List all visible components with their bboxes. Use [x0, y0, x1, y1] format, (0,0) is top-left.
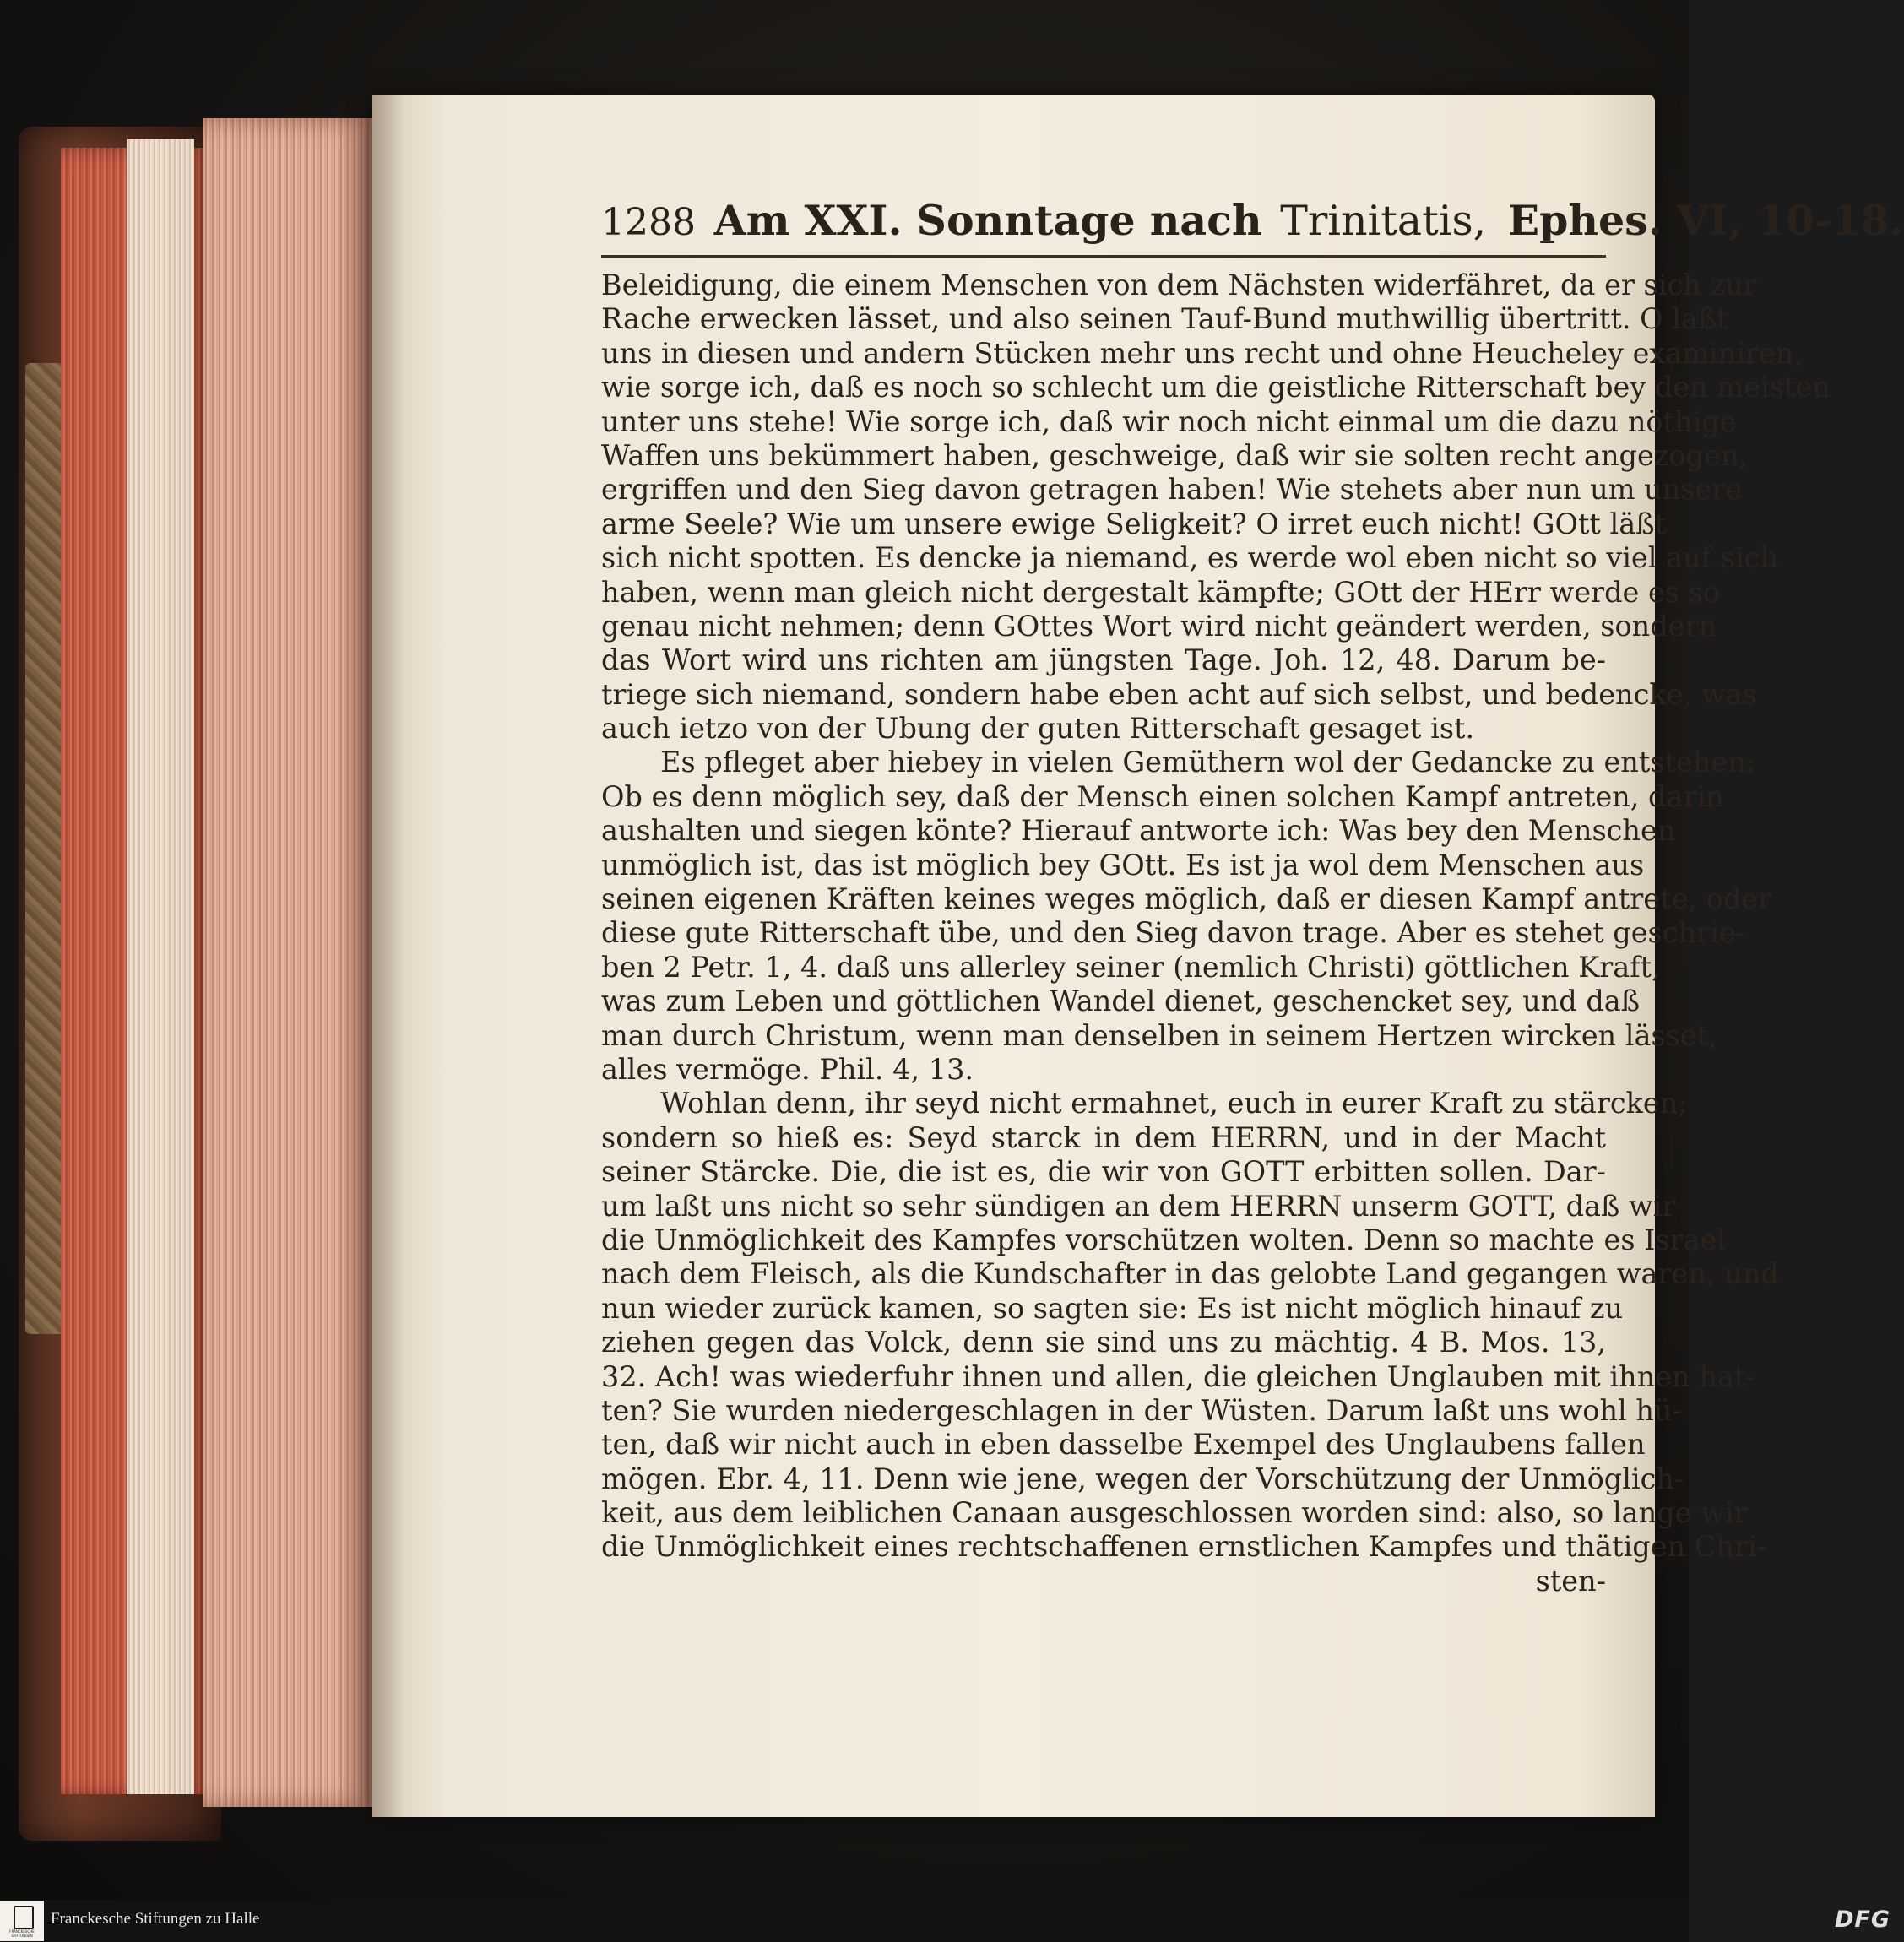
text-line: sondern so hieß es: Seyd starck in dem HERRN, und in der Macht [601, 1120, 1606, 1154]
text-line: 32. Ach! was wiederfuhr ihnen und allen, die gleichen Unglauben mit ihnen hat- [601, 1359, 1755, 1393]
gutter-shadow [372, 95, 405, 1817]
dfg-logo: DFG [1834, 1907, 1890, 1933]
text-line: keit, aus dem leiblichen Canaan ausgeschlossen worden sind: also, so lange wir [601, 1496, 1748, 1530]
franckesche-logo [0, 1901, 44, 1941]
text-line: unter uns stehe! Wie sorge ich, daß wir noch nicht einmal um die dazu nöthige [601, 404, 1737, 438]
text-line: genau nicht nehmen; denn GOttes Wort wird nicht geändert werden, sondern [601, 609, 1717, 643]
text-line: Ob es denn möglich sey, daß der Mensch einen solchen Kampf antreten, darin [601, 779, 1724, 813]
body-text [601, 269, 1831, 1598]
logo-mark-icon [14, 1906, 34, 1929]
text-line: sten- [1535, 1564, 1606, 1598]
logo-text: FRANCKESCHE STIFTUNGEN [9, 1929, 35, 1938]
text-line: aushalten und siegen könte? Hierauf antworte ich: Was bey den Menschen [601, 814, 1676, 848]
header-reference: Ephes. VI, 10-18. [1507, 196, 1904, 245]
text-line: uns in diesen und andern Stücken mehr uns recht und ohne Heucheley examiniren, [601, 336, 1804, 370]
page-number: 1288 [601, 201, 696, 244]
text-line: mögen. Ebr. 4, 11. Denn wie jene, wegen der Vorschützung der Unmöglich- [601, 1462, 1684, 1495]
text-line: seiner Stärcke. Die, die ist es, die wir von GOTT erbitten sollen. Dar- [601, 1155, 1606, 1189]
text-line: man durch Christum, wenn man denselben in seinem Hertzen wircken lässet, [601, 1018, 1717, 1052]
text-line: Es pfleget aber hiebey in vielen Gemüthern wol der Gedancke zu entstehen: [660, 746, 1756, 779]
text-line: ten, daß wir nicht auch in eben dasselbe Exempel des Unglaubens fallen [601, 1428, 1646, 1462]
header-trinitatis: Trinitatis, [1280, 197, 1487, 245]
text-line: auch ietzo von der Ubung der guten Ritterschaft gesaget ist. [601, 712, 1475, 746]
text-line: arme Seele? Wie um unsere ewige Seligkeit? O irret euch nicht! GOtt läßt [601, 507, 1667, 540]
text-line: ergriffen und den Sieg davon getragen haben! Wie stehets aber nun um unsere [601, 473, 1743, 507]
text-line: Beleidigung, die einem Menschen von dem Nächsten widerfähret, da er sich zur [601, 269, 1757, 301]
text-line: wie sorge ich, daß es noch so schlecht um die geistliche Ritterschaft bey den meisten [601, 371, 1831, 404]
text-line: was zum Leben und göttlichen Wandel dienet, geschencket sey, und daß [601, 985, 1641, 1018]
text-line: ziehen gegen das Volck, denn sie sind uns zu mächtig. 4 B. Mos. 13, [601, 1326, 1606, 1359]
text-line: ten? Sie wurden niedergeschlagen in der Wüsten. Darum laßt uns wohl hü- [601, 1393, 1682, 1427]
text-line: Waffen uns bekümmert haben, geschweige, daß wir sie solten recht angezogen, [601, 438, 1749, 472]
text-line: die Unmöglichkeit eines rechtschaffenen ernstlichen Kampfes und thätigen Chri- [601, 1530, 1767, 1564]
text-line: um laßt uns nicht so sehr sündigen an dem HERRN unserm GOTT, daß wir [601, 1189, 1676, 1223]
header-title: Am XXI. Sonntage nach [713, 196, 1262, 245]
text-line: alles vermöge. Phil. 4, 13. [601, 1052, 974, 1086]
text-line: Rache erwecken lässet, und also seinen Tauf-Bund muthwillig übertritt. O laßt [601, 302, 1728, 336]
institution-label: Franckesche Stiftungen zu Halle [51, 1910, 260, 1928]
header-rule [601, 255, 1606, 258]
text-line: triege sich niemand, sondern habe eben acht auf sich selbst, und bedencke, was [601, 677, 1757, 711]
text-line: seinen eigenen Kräften keines weges möglich, daß er diesen Kampf antrete, oder [601, 882, 1772, 916]
text-line: haben, wenn man gleich nicht dergestalt kämpfte; GOtt der HErr werde es so [601, 575, 1721, 609]
text-line: sich nicht spotten. Es dencke ja niemand, es werde wol eben nicht so viel auf sich [601, 541, 1778, 575]
page-block-edge [127, 139, 194, 1794]
text-line: die Unmöglichkeit des Kampfes vorschützen wolten. Denn so machte es Israel [601, 1223, 1727, 1256]
page-fan-edges [203, 118, 372, 1807]
text-line: unmöglich ist, das ist möglich bey GOtt. Es ist ja wol dem Menschen aus [601, 848, 1645, 881]
text-line: ben 2 Petr. 1, 4. daß uns allerley seiner (nemlich Christi) göttlichen Kraft, [601, 950, 1661, 984]
text-line: nun wieder zurück kamen, so sagten sie: Es ist nicht möglich hinauf zu [601, 1291, 1624, 1325]
running-header [601, 196, 1904, 245]
text-line: Wohlan denn, ihr seyd nicht ermahnet, euch in eurer Kraft zu stärcken; [660, 1087, 1688, 1120]
text-line: nach dem Fleisch, als die Kundschafter in das gelobte Land gegangen waren, und [601, 1257, 1779, 1291]
text-line: diese gute Ritterschaft übe, und den Sieg davon trage. Aber es stehet geschrie- [601, 916, 1745, 950]
text-line: das Wort wird uns richten am jüngsten Tage. Joh. 12, 48. Darum be- [601, 643, 1606, 677]
